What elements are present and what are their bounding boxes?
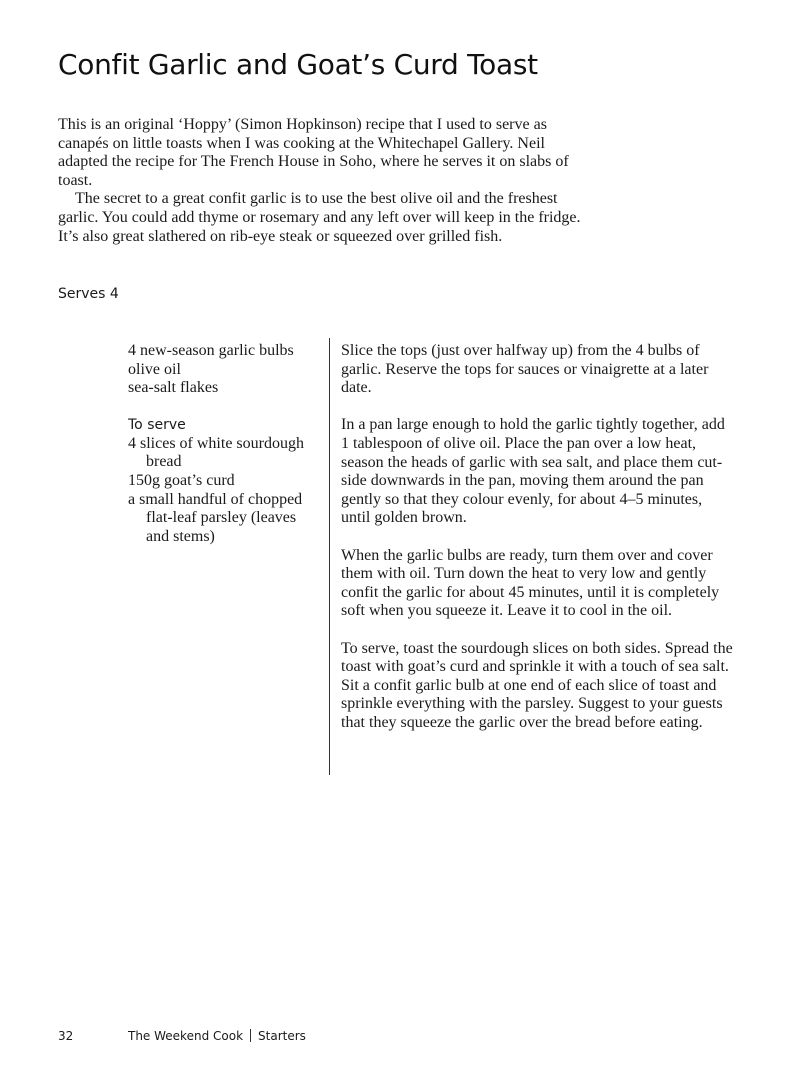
ingredients-list [128, 342, 323, 546]
method-step: When the garlic bulbs are ready, turn them over and cover them with oil. Turn down the heat to very low and gently confit the garlic for about 45 minutes, until it is completely soft when you squeeze it. Leave it to cool in the oil. [341, 546, 720, 620]
to-serve-heading: To serve [128, 416, 186, 433]
ingredient-item: olive oil [128, 360, 181, 378]
method-step: Slice the tops (just over halfway up) from the 4 bulbs of garlic. Reserve the tops for sauces or vinaigrette at a later date. [341, 342, 709, 397]
ingredient-item: 4 slices of white sourdough bread [128, 434, 304, 471]
to-serve-ingredients [128, 435, 323, 547]
serves-label: Serves 4 [58, 286, 119, 302]
footer-separator [250, 1029, 251, 1042]
recipe-intro [58, 116, 598, 246]
method-step: To serve, toast the sourdough slices on both sides. Spread the toast with goat’s curd and sprinkle it with a touch of sea salt. Sit a confit garlic bulb at one end of each slice of toast and sprinkle everything with the parsley. Suggest to your guests that they squeeze the garlic over the bread before eating. [341, 639, 733, 731]
method-steps [341, 342, 733, 751]
method-step: In a pan large enough to hold the garlic tightly together, add 1 tablespoon of olive oil. Place the pan over a low heat, season the heads of garlic with sea salt, and place them cut-side downwards in the pan, moving them around the pan gently so that they colour evenly, for about 4–5 minutes, until golden brown. [341, 416, 725, 527]
book-title: The Weekend Cook [128, 1029, 244, 1043]
ingredient-item: 150g goat’s curd [128, 471, 235, 489]
section-name: Starters [258, 1029, 306, 1043]
ingredient-item: sea-salt flakes [128, 379, 219, 397]
intro-paragraph: The secret to a great confit garlic is to use the best olive oil and the freshest garlic. You could add thyme or rosemary and any left over will keep in the fridge. It’s also great slathered on rib-eye steak or squeezed over grilled fish. [58, 190, 581, 245]
running-head [128, 1028, 306, 1044]
ingredient-item: a small handful of chopped flat-leaf parsley (leaves and stems) [128, 490, 303, 545]
main-ingredients [128, 342, 323, 398]
recipe-title: Confit Garlic and Goat’s Curd Toast [58, 48, 538, 81]
page-number: 32 [58, 1029, 74, 1043]
intro-paragraph: This is an original ‘Hoppy’ (Simon Hopkinson) recipe that I used to serve as canapés on little toasts when I was cooking at the Whitechapel Gallery. Neil adapted the recipe for The French House in Soho, where he serves it on slabs of toast. [58, 116, 569, 189]
ingredient-item: 4 new-season garlic bulbs [128, 342, 294, 359]
column-divider [329, 338, 330, 775]
